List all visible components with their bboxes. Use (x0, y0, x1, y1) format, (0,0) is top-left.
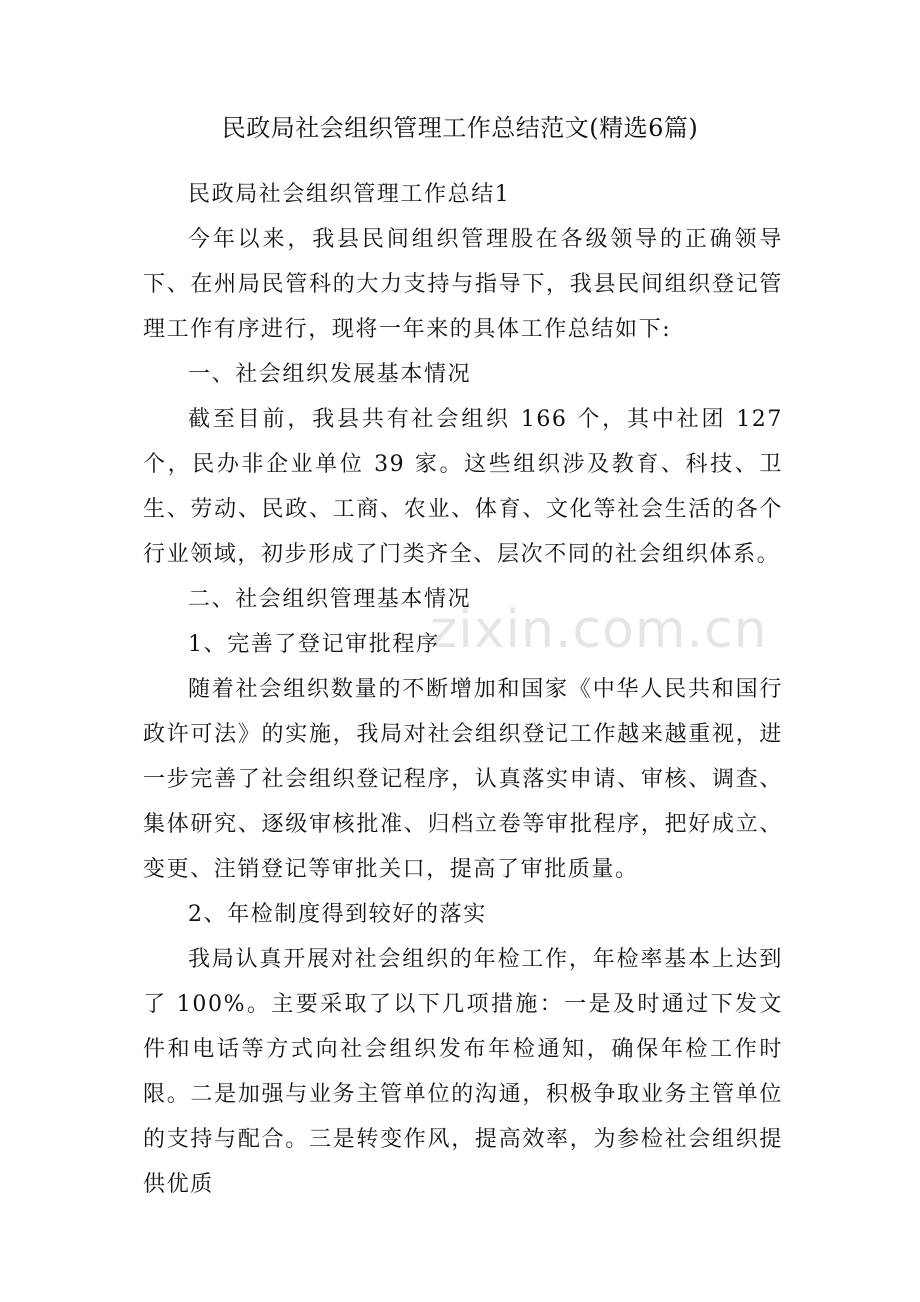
development-paragraph: 截至目前，我县共有社会组织 166 个，其中社团 127 个，民办非企业单位 39 家。这些组织涉及教育、科技、卫生、劳动、民政、工商、农业、体育、文化等社会生活的各个行业领域，初步形成了门类齐全、层次不同的社会组织体系。 (143, 407, 783, 567)
document-body (143, 172, 783, 1207)
heading-management: 二、社会组织管理基本情况 (188, 587, 472, 612)
annual-inspection-paragraph: 我局认真开展对社会组织的年检工作，年检率基本上达到了 100%。主要采取了以下几项措施：一是及时通过下发文件和电话等方式向社会组织发布年检通知，确保年检工作时限。二是加强与业务主管单位的沟通，积极争取业务主管单位的支持与配合。三是转变作风，提高效率，为参检社会组织提供优质 (143, 947, 783, 1197)
registration-paragraph: 随着社会组织数量的不断增加和国家《中华人民共和国行政许可法》的实施，我局对社会组织登记工作越来越重视，进一步完善了社会组织登记程序，认真落实申请、审核、调查、集体研究、逐级审核批准、归档立卷等审批程序，把好成立、变更、注销登记等审批关口，提高了审批质量。 (143, 677, 783, 882)
watermark: zixin.com.cn (430, 600, 768, 660)
intro-paragraph: 今年以来，我县民间组织管理股在各级领导的正确领导下、在州局民管科的大力支持与指导下，我县民间组织登记管理工作有序进行，现将一年来的具体工作总结如下: (143, 227, 783, 342)
section-heading-1: 民政局社会组织管理工作总结1 (188, 182, 511, 207)
subheading-registration: 1、完善了登记审批程序 (188, 632, 440, 657)
subheading-annual-inspection: 2、年检制度得到较好的落实 (188, 902, 487, 927)
document-title: 民政局社会组织管理工作总结范文(精选6篇) (221, 114, 699, 142)
heading-development: 一、社会组织发展基本情况 (188, 362, 472, 387)
